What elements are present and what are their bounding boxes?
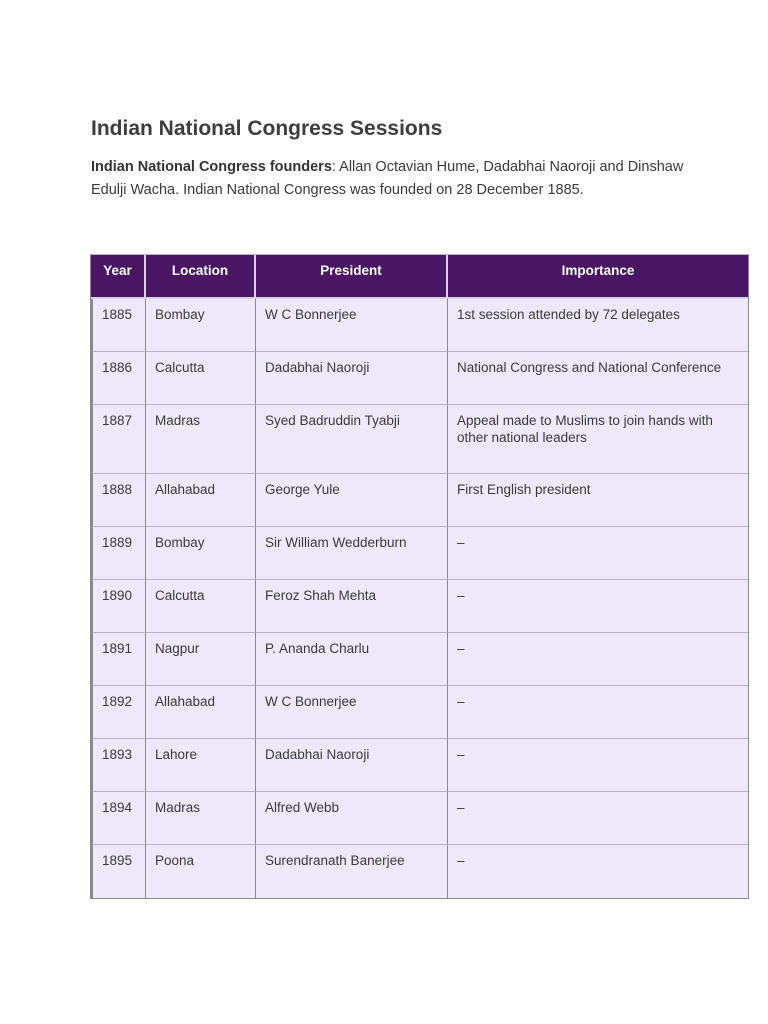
year-cell: 1888	[91, 474, 146, 527]
year-cell: 1895	[91, 845, 146, 898]
location-cell: Madras	[146, 405, 256, 474]
president-cell: P. Ananda Charlu	[256, 633, 448, 686]
sessions-table	[90, 254, 749, 899]
location-cell: Poona	[146, 845, 256, 898]
president-cell: Surendranath Banerjee	[256, 845, 448, 898]
president-cell: George Yule	[256, 474, 448, 527]
president-cell: Dadabhai Naoroji	[256, 739, 448, 792]
year-cell: 1892	[91, 686, 146, 739]
intro-text: : Allan Octavian Hume, Dadabhai Naoroji and Dinshaw Edulji Wacha. Indian National Congress was founded on 28 December 1885.	[91, 159, 684, 198]
table-row	[91, 739, 748, 792]
importance-cell: 1st session attended by 72 delegates	[448, 299, 748, 352]
president-cell: Feroz Shah Mehta	[256, 580, 448, 633]
location-cell: Lahore	[146, 739, 256, 792]
location-cell: Allahabad	[146, 474, 256, 527]
table-row	[91, 474, 748, 527]
importance-cell: National Congress and National Conference	[448, 352, 748, 405]
location-cell: Allahabad	[146, 686, 256, 739]
header-year: Year	[91, 255, 146, 299]
importance-cell: Appeal made to Muslims to join hands with other national leaders	[448, 405, 748, 474]
year-cell: 1891	[91, 633, 146, 686]
importance-cell: –	[448, 686, 748, 739]
importance-cell: –	[448, 527, 748, 580]
president-cell: Alfred Webb	[256, 792, 448, 845]
president-cell: W C Bonnerjee	[256, 299, 448, 352]
importance-cell: –	[448, 633, 748, 686]
importance-cell: –	[448, 580, 748, 633]
year-cell: 1894	[91, 792, 146, 845]
location-cell: Nagpur	[146, 633, 256, 686]
year-cell: 1886	[91, 352, 146, 405]
table-row	[91, 352, 748, 405]
intro-bold-label: Indian National Congress founders	[91, 159, 332, 175]
president-cell: Dadabhai Naoroji	[256, 352, 448, 405]
table-header-row	[91, 255, 748, 299]
year-cell: 1893	[91, 739, 146, 792]
table-row	[91, 686, 748, 739]
header-president: President	[256, 255, 448, 299]
year-cell: 1887	[91, 405, 146, 474]
table-row	[91, 792, 748, 845]
importance-cell: First English president	[448, 474, 748, 527]
importance-cell: –	[448, 739, 748, 792]
location-cell: Madras	[146, 792, 256, 845]
header-importance: Importance	[448, 255, 748, 299]
table-row	[91, 527, 748, 580]
importance-cell: –	[448, 792, 748, 845]
location-cell: Calcutta	[146, 580, 256, 633]
table-row	[91, 845, 748, 898]
intro-paragraph	[91, 156, 691, 202]
importance-cell: –	[448, 845, 748, 898]
year-cell: 1885	[91, 299, 146, 352]
president-cell: W C Bonnerjee	[256, 686, 448, 739]
president-cell: Sir William Wedderburn	[256, 527, 448, 580]
table-row	[91, 299, 748, 352]
header-location: Location	[146, 255, 256, 299]
table-row	[91, 580, 748, 633]
year-cell: 1890	[91, 580, 146, 633]
year-cell: 1889	[91, 527, 146, 580]
table-row	[91, 405, 748, 474]
location-cell: Calcutta	[146, 352, 256, 405]
location-cell: Bombay	[146, 527, 256, 580]
location-cell: Bombay	[146, 299, 256, 352]
president-cell: Syed Badruddin Tyabji	[256, 405, 448, 474]
page-title: Indian National Congress Sessions	[91, 117, 443, 140]
table-row	[91, 633, 748, 686]
